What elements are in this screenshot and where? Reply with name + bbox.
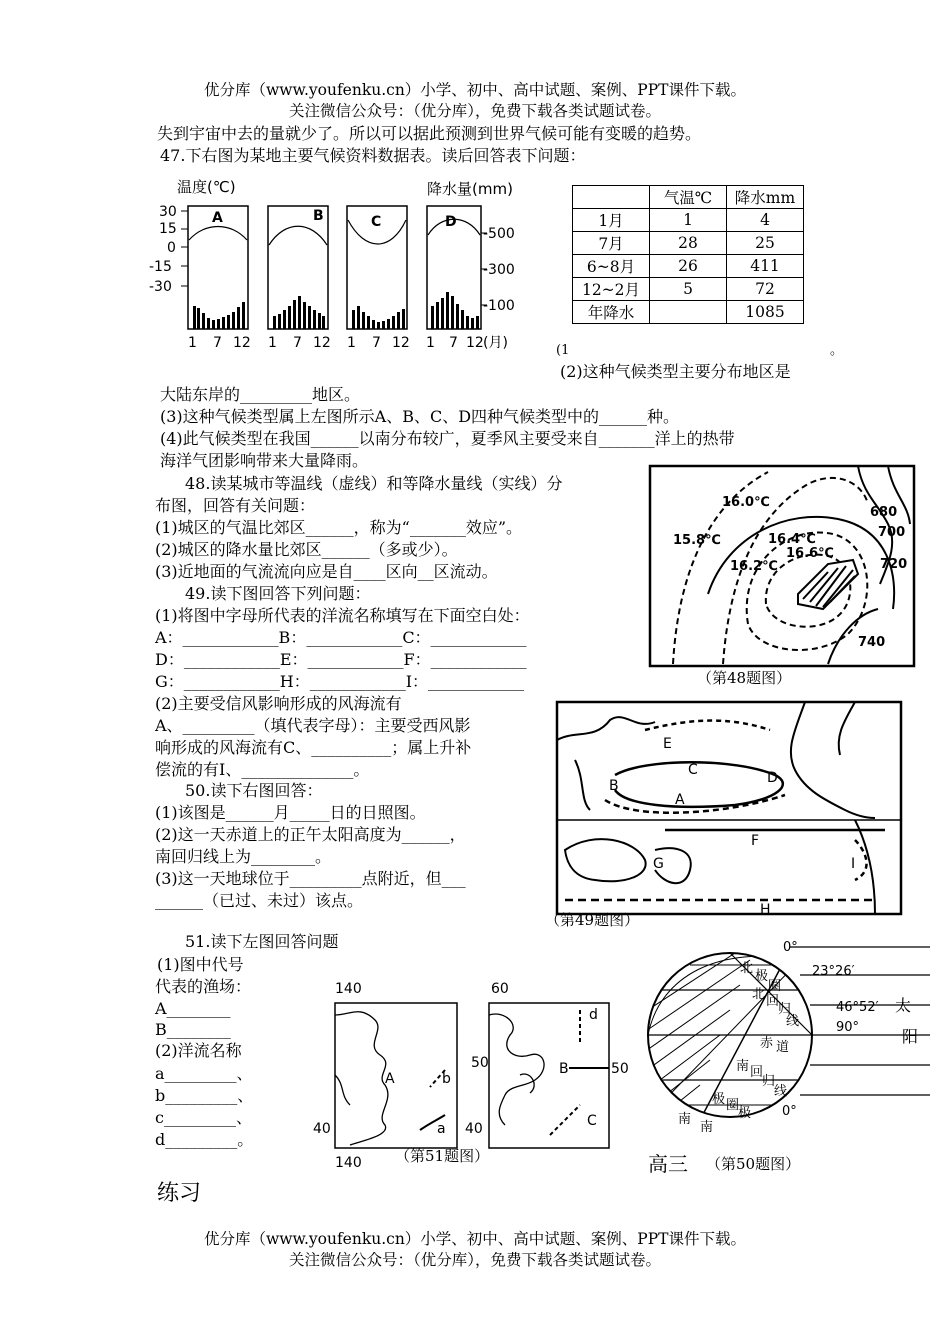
fig49-label: G — [653, 856, 664, 872]
svg-text:线: 线 — [774, 1084, 788, 1099]
fig48-label: 16.0℃ — [722, 495, 770, 510]
q47-q1-partial: (1 — [556, 343, 570, 358]
svg-text:23°26′: 23°26′ — [812, 964, 855, 979]
temp-tick: 15 — [159, 221, 177, 237]
q47-q4a: (4)此气候类型在我国______以南分布较广，夏季风主要受来自_______洋上的热带 — [160, 429, 735, 448]
svg-text:极: 极 — [755, 969, 769, 984]
svg-text:1: 1 — [347, 335, 356, 350]
fig50-caption: （第50题图） — [706, 1155, 801, 1173]
q49-line-4: D：____________E：____________F：____________ — [155, 650, 527, 669]
gaosan-label: 高三 — [648, 1152, 688, 1176]
svg-text:回: 回 — [766, 994, 780, 1009]
svg-text:南: 南 — [678, 1112, 692, 1127]
fig48-label: 16.2℃ — [730, 559, 778, 574]
fig48-label: 700 — [878, 525, 906, 540]
fig51-caption: （第51题图） — [395, 1147, 490, 1165]
temp-tick: -30 — [149, 279, 172, 295]
header-line-2: 关注微信公众号：（优分库），免费下载各类试题试卷。 — [288, 102, 661, 120]
q48-line-2: 布图，回答有关问题： — [155, 496, 316, 515]
svg-text:7: 7 — [449, 335, 458, 350]
svg-text:40: 40 — [465, 1121, 483, 1137]
q49-line-6: (2)主要受信风影响形成的风海流有 — [155, 694, 402, 713]
svg-text:12: 12 — [466, 335, 484, 350]
q49-line-1: 49.读下图回答下列问题： — [185, 584, 371, 603]
q49-line-9: 偿流的有I、______________。 — [155, 760, 370, 779]
fig49-ocean-currents-map — [555, 700, 905, 918]
q51-line-9: c_________、 — [155, 1108, 252, 1127]
svg-text:回: 回 — [750, 1065, 764, 1080]
svg-text:北: 北 — [752, 987, 766, 1002]
fig48-label: 740 — [858, 635, 886, 650]
fig49-label: B — [609, 778, 619, 794]
q50-line-3: (2)这一天赤道上的正午太阳高度为______， — [155, 825, 466, 844]
svg-text:B: B — [559, 1061, 569, 1077]
q49-line-5: G：____________H：____________I：____________ — [155, 672, 525, 691]
q51-line-6: (2)洋流名称 — [155, 1041, 242, 1060]
q48-line-3: (1)城区的气温比郊区______，称为“_______效应”。 — [155, 518, 523, 537]
temp-tick: 30 — [159, 204, 177, 220]
climate-panel-A — [188, 206, 248, 329]
fig48-isotherm-map — [648, 464, 918, 670]
fig48-caption: （第48题图） — [697, 669, 792, 687]
svg-text:圈: 圈 — [726, 1098, 740, 1113]
footer-line-2: 关注微信公众号：（优分库），免费下载各类试题试卷。 — [288, 1251, 661, 1269]
climate-charts — [145, 170, 525, 350]
svg-text:12: 12 — [392, 335, 410, 350]
q47-q2b: 大陆东岸的_________地区。 — [160, 385, 361, 404]
q47-q2: (2)这种气候类型主要分布地区是 — [560, 362, 791, 381]
svg-text:90°: 90° — [836, 1020, 860, 1035]
fig49-label: H — [760, 902, 771, 918]
svg-text:46°52′: 46°52′ — [836, 1000, 879, 1015]
svg-text:线: 线 — [786, 1014, 800, 1029]
svg-text:赤: 赤 — [760, 1036, 774, 1051]
precip-tick: -300 — [483, 262, 515, 278]
svg-text:道: 道 — [776, 1040, 790, 1055]
q51-line-2: (1)图中代号 — [157, 955, 244, 974]
q51-line-5: B________ — [155, 1020, 231, 1039]
q48-line-4: (2)城区的降水量比郊区______（多或少）。 — [155, 540, 458, 559]
svg-text:极: 极 — [738, 1106, 752, 1121]
q51-line-10: d_________。 — [155, 1130, 254, 1149]
svg-text:太: 太 — [895, 996, 912, 1015]
svg-text:C: C — [371, 214, 382, 230]
svg-text:1: 1 — [268, 335, 277, 350]
svg-text:0°: 0° — [782, 1104, 797, 1119]
q48-line-5: (3)近地面的气流流向应是自____区向__区流动。 — [155, 562, 498, 581]
intro-text: 失到宇宙中去的量就少了。所以可以据此预测到世界气候可能有变暖的趋势。 — [157, 124, 702, 143]
q51-line-8: b_________、 — [155, 1086, 254, 1105]
q48-line-1: 48.读某城市等温线（虚线）和等降水量线（实线）分 — [185, 474, 563, 493]
svg-text:d: d — [589, 1007, 598, 1023]
q50-line-4: 南回归线上为________。 — [155, 847, 332, 866]
fig49-label: A — [675, 792, 685, 808]
lianxi-heading: 练习 — [157, 1181, 202, 1206]
svg-text:a: a — [437, 1121, 446, 1137]
fig48-label: 15.8℃ — [673, 533, 721, 548]
svg-text:7: 7 — [372, 335, 381, 350]
svg-text:南: 南 — [736, 1059, 750, 1074]
svg-text:7: 7 — [213, 335, 222, 350]
svg-text:b: b — [442, 1071, 451, 1087]
precip-tick: -100 — [483, 298, 515, 314]
q49-line-8: 响形成的风海流有C、__________；属上升补 — [155, 738, 472, 757]
svg-text:B: B — [313, 208, 324, 224]
fig48-label: 680 — [870, 505, 898, 520]
svg-text:50: 50 — [611, 1061, 629, 1077]
svg-text:60: 60 — [491, 981, 509, 997]
fig49-label: I — [851, 856, 856, 872]
fig48-label: 16.6℃ — [786, 546, 834, 561]
precip-axis-label: 降水量(mm) — [427, 180, 513, 198]
q50-line-5: (3)这一天地球位于_________点附近，但___ — [155, 869, 466, 888]
svg-text:50: 50 — [471, 1055, 489, 1071]
svg-text:(月): (月) — [483, 335, 508, 350]
svg-text:140: 140 — [335, 981, 362, 997]
svg-text:归: 归 — [778, 1002, 792, 1017]
q50-line-1: 50.读下右图回答： — [185, 781, 323, 800]
svg-text:C: C — [587, 1113, 597, 1129]
fig49-label: C — [688, 762, 698, 778]
temp-tick: -15 — [149, 259, 172, 275]
svg-text:1: 1 — [188, 335, 197, 350]
svg-text:归: 归 — [762, 1074, 776, 1089]
svg-text:阳: 阳 — [902, 1027, 919, 1046]
q50-line-6: ______（已过、未过）该点。 — [155, 891, 364, 910]
svg-text:12: 12 — [313, 335, 331, 350]
q51-line-1: 51.读下左图回答问题 — [185, 932, 339, 951]
q51-line-4: A________ — [155, 999, 231, 1018]
svg-text:40: 40 — [313, 1121, 331, 1137]
q47-q4b: 海洋气团影响带来大量降雨。 — [160, 451, 369, 470]
svg-text:极: 极 — [712, 1092, 726, 1107]
precip-tick: -500 — [483, 226, 515, 242]
svg-text:A: A — [385, 1071, 395, 1087]
climate-panel-D — [427, 206, 481, 329]
svg-text:D: D — [445, 214, 457, 230]
q50-line-2: (1)该图是______月_____日的日照图。 — [155, 803, 426, 822]
svg-text:1: 1 — [426, 335, 435, 350]
q47-title: 47.下右图为某地主要气候资料数据表。读后回答表下问题： — [160, 146, 586, 165]
q49-line-7: A、_________（填代表字母）：主要受西风影 — [155, 716, 471, 735]
fig48-label: 720 — [880, 557, 908, 572]
svg-text:南: 南 — [700, 1120, 714, 1135]
svg-text:140: 140 — [335, 1155, 362, 1171]
svg-text:12: 12 — [233, 335, 251, 350]
climate-panel-C — [347, 206, 407, 329]
temp-axis-label: 温度(℃) — [177, 178, 236, 196]
climate-panel-B — [268, 206, 328, 329]
footer-line-1: 优分库（www.youfenku.cn）小学、初中、高中试题、案例、PPT课件下载。 — [203, 1230, 747, 1248]
svg-text:北: 北 — [740, 961, 754, 976]
fig49-label: F — [751, 833, 760, 849]
q51-line-7: a_________、 — [155, 1064, 253, 1083]
q47-q3: (3)这种气候类型属上左图所示A、B、C、D四种气候类型中的______种。 — [160, 407, 680, 426]
svg-text:7: 7 — [293, 335, 302, 350]
q49-line-3: A：____________B：____________C：____________ — [155, 628, 527, 647]
svg-text:0°: 0° — [783, 940, 798, 955]
svg-text:圈: 圈 — [768, 979, 782, 994]
fig49-label: E — [663, 736, 672, 752]
fig49-caption: （第49题图） — [545, 911, 640, 929]
q47-q1-end: 。 — [830, 343, 844, 358]
header-line-1: 优分库（www.youfenku.cn）小学、初中、高中试题、案例、PPT课件下载。 — [203, 81, 747, 99]
fig48-label: 16.4℃ — [768, 532, 816, 547]
q49-line-2: (1)将图中字母所代表的洋流名称填写在下面空白处： — [155, 606, 530, 625]
climate-data-table: 气温℃ 降水mm 1月 1 4 7月 28 25 6~8月 26 411 12~2月 5 72 年降水 1085 — [572, 185, 804, 324]
temp-tick: 0 — [167, 240, 176, 256]
fig50-sunlight-diagram — [640, 935, 930, 1135]
fig49-label: D — [767, 770, 778, 786]
q51-line-3: 代表的渔场： — [155, 977, 252, 996]
svg-text:A: A — [212, 210, 223, 226]
